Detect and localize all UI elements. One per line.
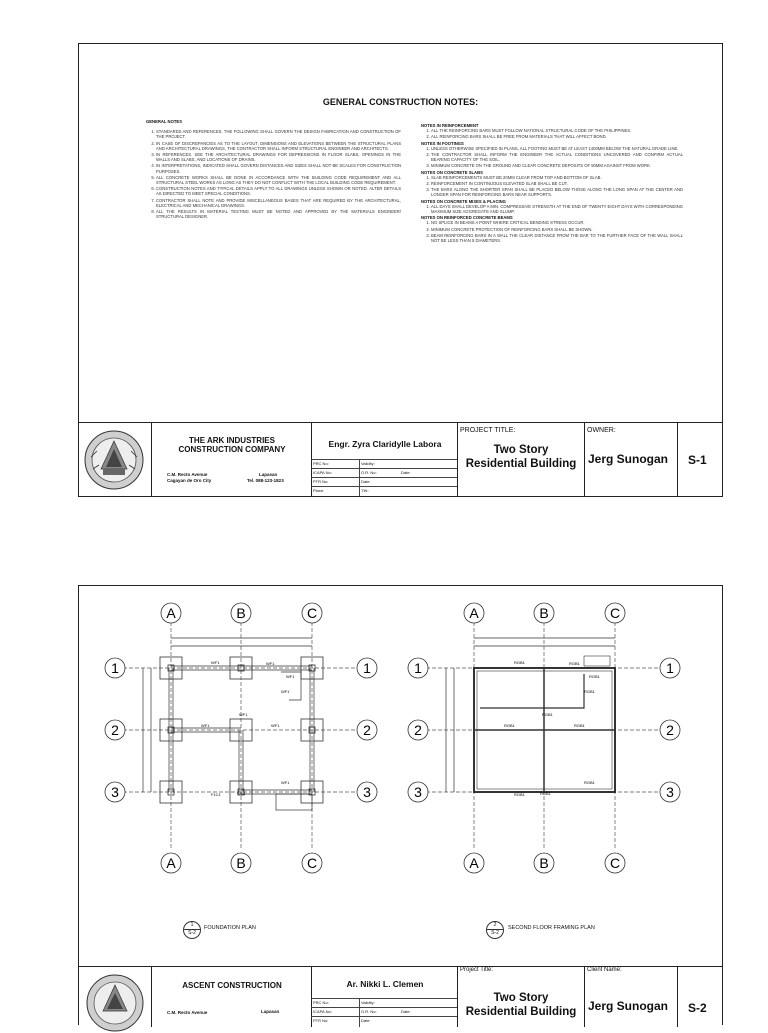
note-item: 1. SLAB REINFORCEMENTS MUST BE 20MM CLEAR FROM TOP AND BOTTOM OF SLAB. bbox=[431, 175, 683, 180]
license-grid: PRC No: Validity: ICAPA No: O.R. No: Date: PTR No: Date: Place: TIN: bbox=[311, 459, 457, 496]
owner-value: Jerg Sunogan bbox=[588, 999, 669, 1013]
general-note-item: 8. ALL THE RESULTS IN MATERIAL TESTING MUST BE NOTED AND APPROVED BY THE MATERIALS ENGINEER/ STRUCTURAL DESIGNER. bbox=[156, 209, 401, 219]
sheet-number: S-1 bbox=[688, 453, 707, 467]
framing-plan-caption: SECOND FLOOR FRAMING PLAN bbox=[508, 925, 595, 931]
address-area: Lapasan bbox=[261, 1009, 280, 1014]
note-item: 3. BEAM REINFORCING BARS IN A WALL THE CLEAR DISTANCE FROM THE BAR TO THE FURTHER FACE OF THE WALL SHALL NOT BE LESS THAN 5 DIAMETERS. bbox=[431, 233, 683, 243]
grid-label-right: 3 bbox=[363, 784, 371, 800]
project-title-value: Two Story Residential Building bbox=[465, 444, 577, 470]
company-name: ASCENT CONSTRUCTION bbox=[182, 981, 282, 990]
notes-section-list bbox=[421, 220, 683, 243]
notes-section-title: NOTES IN FOOTINGS bbox=[421, 140, 464, 146]
address-city: Cagayan de Oro City bbox=[167, 478, 212, 483]
grid-label-left: 1 bbox=[414, 660, 422, 676]
address-tel: Tel. 088-123-1823 bbox=[247, 478, 284, 483]
grid-label-top: C bbox=[609, 605, 621, 621]
company-seal-logo bbox=[85, 973, 145, 1033]
owner-label: Client Name: bbox=[587, 967, 622, 973]
grid-label-top: A bbox=[166, 605, 176, 621]
beam-label: WF1 bbox=[239, 712, 248, 717]
note-item: 3. MINIMUM CONCRETE ON THE GROUND AND CLEAR CONCRETE DEPOSITS OF 50MM AGAINST FROM WORK. bbox=[431, 163, 683, 168]
grid-label-top: B bbox=[539, 605, 549, 621]
grid-label-right: 2 bbox=[666, 722, 674, 738]
company-name: THE ARK INDUSTRIES CONSTRUCTION COMPANY bbox=[178, 436, 286, 454]
grid-label-bottom: A bbox=[469, 855, 479, 871]
grid-label-right: 3 bbox=[666, 784, 674, 800]
beam-label: WF1 bbox=[281, 780, 290, 785]
grid-label-right: 1 bbox=[666, 660, 674, 676]
note-item: 2. ALL REINFORCING BARS SHALL BE FREE FROM MATERIALS THAT WILL AFFECT BOND. bbox=[431, 134, 683, 139]
engineer-name: Ar. Nikki L. Clemen bbox=[346, 979, 424, 989]
notes-section-list bbox=[421, 128, 683, 139]
company-seal-logo bbox=[83, 429, 145, 491]
sheet-s1 bbox=[78, 43, 723, 497]
stair-footing bbox=[276, 794, 312, 810]
beam-label: WF1 bbox=[286, 674, 295, 679]
note-item: 1. NO SPLICE IN BEAMS A POINT WHERE CRITICAL BENDING STRESS OCCUR. bbox=[431, 220, 683, 225]
foundation-plan-caption: FOUNDATION PLAN bbox=[204, 925, 256, 931]
grid-label-left: 2 bbox=[414, 722, 422, 738]
sheet-s2 bbox=[78, 585, 723, 1025]
beam-label: WF1 bbox=[271, 723, 280, 728]
beam-label: F1C1 bbox=[211, 792, 221, 797]
beam-label: RGB1 bbox=[589, 674, 600, 679]
address-street: C.M. Recto Avenue bbox=[167, 1010, 208, 1015]
beam-label: WF1 bbox=[211, 660, 220, 665]
notes-section-title: NOTES ON CONCRETE MIXES & PLACING bbox=[421, 198, 506, 204]
notes-section-list bbox=[421, 175, 683, 198]
grid-label-left: 3 bbox=[414, 784, 422, 800]
grid-label-bottom: C bbox=[609, 855, 621, 871]
beam-label: RGB1 bbox=[504, 723, 515, 728]
general-note-item: 2. IN CASE OF DISCREPANCIES AS TO THE LAYOUT, DIMENSIONS AND ELEVATIONS BETWEEN THE STRUCTURAL PLANS AND ARCHITECTURAL DRAWINGS, THE CONTRACTOR SHALL INFORM STRUCTURAL ENGINEER AND ARCHITECTS. bbox=[156, 141, 401, 151]
beam-label: WF1 bbox=[201, 723, 210, 728]
project-title-label: Project Title: bbox=[460, 967, 494, 973]
general-note-item: 6. CONSTRUCTION NOTES AND TYPICAL DETAILS APPLY TO ALL DRAWINGS UNLESS SHOWN OR NOTED. ALTER DETAILS AS DIRECTED TO MEET SPECIAL CONDITIONS. bbox=[156, 186, 401, 196]
general-note-item: 3. IN REFERENCES. SEE THE ARCHITECTURAL DRAWINGS FOR DEPRESSIONS IN FLOOR SLABS, OPENINGS IN THE WALLS AND SLABS, AND LOCATIONS OF DRAINS. bbox=[156, 152, 401, 162]
notes-section-title: NOTES ON REINFORCED CONCRETE BEAMS bbox=[421, 215, 513, 221]
beam-label: RGB1 bbox=[574, 723, 585, 728]
project-title-label: PROJECT TITLE: bbox=[460, 427, 516, 434]
detail-bubble-2: 2 S-2 bbox=[486, 921, 504, 939]
notes-section-title: NOTES ON CONCRETE SLABS bbox=[421, 169, 483, 175]
plan-drawings bbox=[79, 586, 722, 966]
sheet-number: S-2 bbox=[688, 1001, 707, 1015]
notes-section-list bbox=[421, 146, 683, 169]
notes-section-list bbox=[421, 204, 683, 214]
grid-label-top: B bbox=[236, 605, 246, 621]
grid-label-left: 3 bbox=[111, 784, 119, 800]
stair-opening bbox=[480, 674, 584, 708]
note-item: 1. UNLESS OTHERWISE SPECIFIED IN PLANS, ALL FOOTING MUST BE AT LEAST 1400MM BELOW THE NATURAL GRADE LINE. bbox=[431, 146, 683, 151]
beam-label: RGB1 bbox=[540, 791, 551, 796]
note-item: 2. THE CONTRACTOR SHALL INFORM THE ENGINEER THE ACTUAL CONDITIONS UNCOVERED AND CONFIRM ACTUAL BEARING CAPACITY OF THE SOIL. bbox=[431, 152, 683, 162]
notes-section-title: NOTES IN REINFORCEMENT bbox=[421, 123, 479, 128]
beam-label: RGB1 bbox=[542, 712, 553, 717]
beam-label: RGB1 bbox=[584, 780, 595, 785]
project-title-value: Two Story Residential Building bbox=[465, 992, 577, 1018]
note-item: 2. MINIMUM CONCRETE PROTECTION OF REINFORCING BARS SHALL BE SHOWN. bbox=[431, 227, 683, 232]
grid-label-top: A bbox=[469, 605, 479, 621]
grid-label-bottom: B bbox=[539, 855, 549, 871]
engineer-name: Engr. Zyra Claridylle Labora bbox=[328, 439, 442, 449]
note-item: 1. ALL THE REINFORCING BARS MUST FOLLOW NATIONAL STRUCTURAL CODE OF THE PHILIPPINES. bbox=[431, 128, 683, 133]
grid-label-bottom: C bbox=[306, 855, 318, 871]
beam-label: WF1 bbox=[266, 661, 275, 666]
grid-label-right: 2 bbox=[363, 722, 371, 738]
address-area: Lapasan bbox=[259, 472, 278, 477]
title-block-2 bbox=[79, 966, 722, 1027]
cantilever bbox=[584, 656, 610, 666]
beam-label: RGB1 bbox=[514, 792, 525, 797]
beam-label: RGB1 bbox=[514, 660, 525, 665]
license-grid: PRC No: Validity: ICAPA No: O.R. No: Date: PTR No: Date: bbox=[311, 998, 457, 1027]
grid-label-bottom: A bbox=[166, 855, 176, 871]
general-note-item: 4. IN INTERPRETATIONS, INDICATED SHALL GOVERN DISTANCES AND SIZES SHALL NOT BE SCALES FOR CONSTRUCTION PURPOSES. bbox=[156, 163, 401, 173]
general-notes-title: GENERAL NOTES bbox=[146, 119, 182, 124]
general-note-item: 5. ALL CONCRETE WORKS SHALL BE DONE IN ACCORDANCE WITH THE BUILDING CODE REQUIREMENT AND ALL STRUCTURAL STEEL WORKS AS LONG AS THEY DO NOT CONFLICT WITH THE LOCAL BUILDING CODE REQUIREMENT. bbox=[156, 175, 401, 185]
beam-label: WF1 bbox=[281, 689, 290, 694]
owner-label: OWNER: bbox=[587, 427, 616, 434]
grid-label-bottom: B bbox=[236, 855, 246, 871]
beam-label: WF1 bbox=[237, 791, 246, 796]
note-item: 1. ALL DAYS SHALL DEVELOP A MIN. COMPRESSIVE STRENGTH AT THE END OF TWENTY EIGHT DAYS WITH CORRESPONDING MAXIMUM SIZE AGGREGATE AND SLUMP. bbox=[431, 204, 683, 214]
beam-label: RGB1 bbox=[584, 689, 595, 694]
page-title: GENERAL CONSTRUCTION NOTES: bbox=[322, 97, 479, 107]
general-notes bbox=[146, 119, 401, 220]
general-note-item: 7. CONTRACTOR SHALL NOTE AND PROVIDE MISCELLANEOUS BASES THAT ARE REQUIRED BY THE ARCHITECTURAL, ELECTRICAL AND MECHANICAL DRAWINGS. bbox=[156, 198, 401, 208]
grid-label-top: C bbox=[306, 605, 318, 621]
owner-value: Jerg Sunogan bbox=[588, 452, 669, 466]
grid-label-right: 1 bbox=[363, 660, 371, 676]
general-note-item: 1. STANDARDS AND REFERENCES. THE FOLLOWING SHALL GOVERN THE DESIGN FABRICATION AND CONSTRUCTION OF THE PROJECT. bbox=[156, 129, 401, 139]
note-item: 3. THE BARS ALONG THE SHORTER SPAN SHALL BE PLACED BELOW THOSE ALONG THE LONG SPAN AT THE CENTER AND LONGER SPAN FOR REINFORCING BARS NEAR SUPPORTS. bbox=[431, 187, 683, 197]
address-street: C.M. Recto Avenue bbox=[167, 472, 208, 477]
grid-label-left: 1 bbox=[111, 660, 119, 676]
grid-label-left: 2 bbox=[111, 722, 119, 738]
specific-notes bbox=[421, 123, 683, 244]
beam-label: RGB1 bbox=[569, 661, 580, 666]
detail-bubble-1: 1 S-2 bbox=[183, 921, 201, 939]
title-block bbox=[79, 422, 722, 496]
general-notes-list bbox=[146, 129, 401, 219]
note-item: 2. REINFORCEMENT IN CONTINUOUS ELEVATED SLAB SHALL BE CUT. bbox=[431, 181, 683, 186]
